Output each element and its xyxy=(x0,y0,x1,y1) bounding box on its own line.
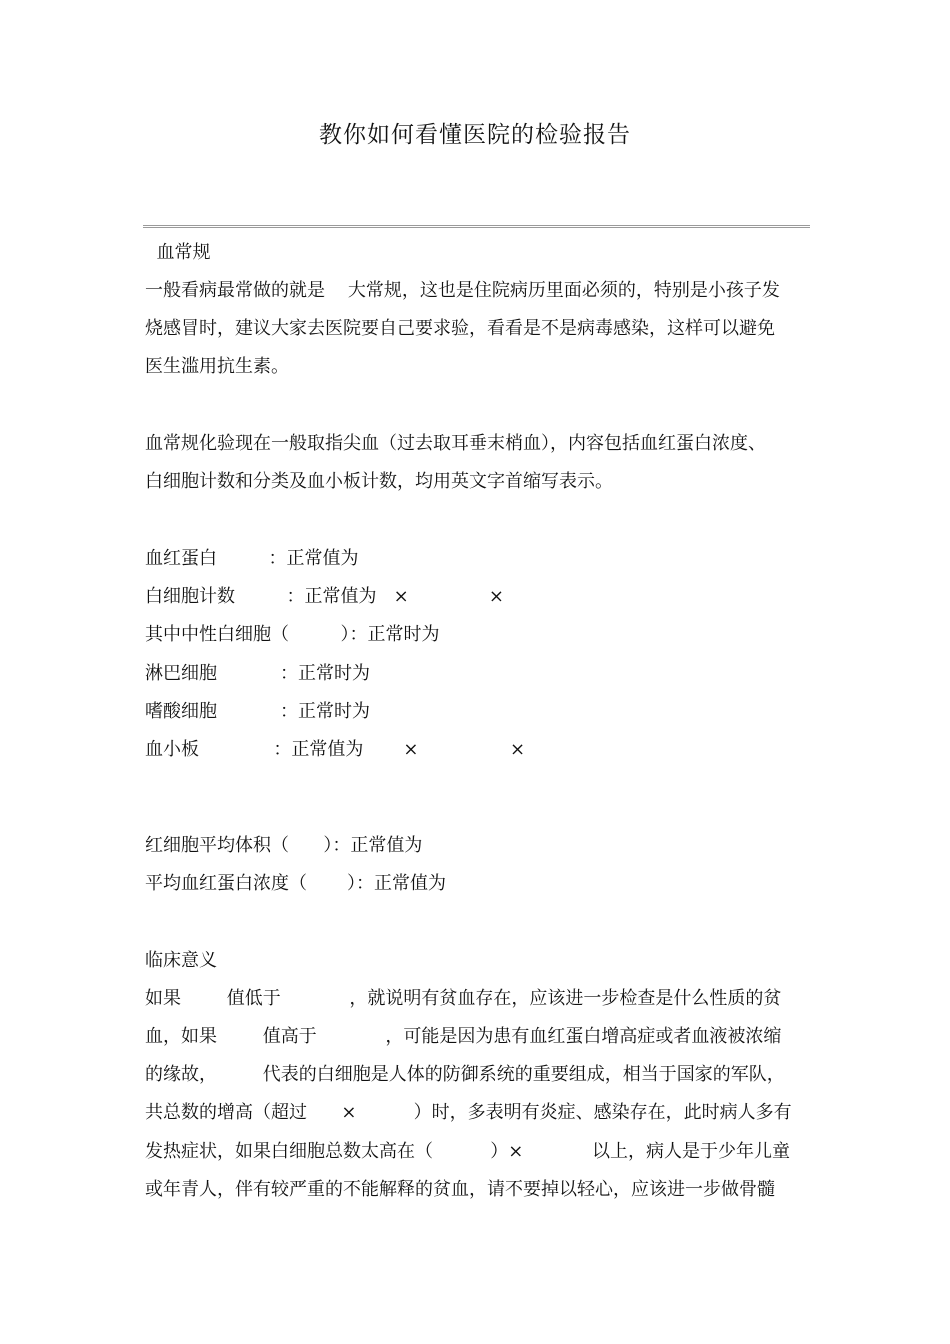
section-heading-blood-routine: 血常规 xyxy=(145,242,211,263)
paragraph-line: 白细胞计数和分类及血小板计数，均用英文字首缩写表示。 xyxy=(145,471,613,492)
normal-value-lymphocyte: 淋巴细胞 ：正常时为 xyxy=(145,663,370,684)
paragraph-line: 血常规化验现在一般取指尖血（过去取耳垂末梢血），内容包括血红蛋白浓度、 xyxy=(145,433,766,454)
paragraph-line: 发热症状，如果白细胞总数太高在（ ）× 以上，病人是于少年儿童 xyxy=(145,1141,790,1162)
paragraph-line: 或年青人，伴有较严重的不能解释的贫血，请不要掉以轻心，应该进一步做骨髓 xyxy=(145,1179,775,1200)
normal-value-eosinophil: 嗜酸细胞 ：正常时为 xyxy=(145,701,370,722)
document-title: 教你如何看懂医院的检验报告 xyxy=(319,122,631,148)
paragraph-line: 共总数的增高（超过 × ）时，多表明有炎症、感染存在，此时病人多有 xyxy=(145,1102,792,1123)
normal-value-neutrophil: 其中中性白细胞（ ）：正常时为 xyxy=(145,624,440,645)
title-divider xyxy=(143,225,810,228)
paragraph-line: 的缘故， 代表的白细胞是人体的防御系统的重要组成，相当于国家的军队， xyxy=(145,1064,785,1085)
paragraph-line: 如果 值低于 ，就说明有贫血存在，应该进一步检查是什么性质的贫 xyxy=(145,988,782,1009)
normal-value-hemoglobin: 血红蛋白 ：正常值为 xyxy=(145,548,359,569)
normal-value-platelet: 血小板 ：正常值为 × × xyxy=(145,739,526,760)
paragraph-line: 一般看病最常做的就是 大常规，这也是住院病历里面必须的，特别是小孩子发 xyxy=(145,280,780,301)
paragraph-line: 血，如果 值高于 ，可能是因为患有血红蛋白增高症或者血液被浓缩 xyxy=(145,1026,782,1047)
normal-value-mchc: 平均血红蛋白浓度（ ）：正常值为 xyxy=(145,873,447,894)
paragraph-line: 烧感冒时，建议大家去医院要自己要求验，看看是不是病毒感染，这样可以避免 xyxy=(145,318,775,339)
paragraph-line: 医生滥用抗生素。 xyxy=(145,356,289,377)
section-heading-clinical-significance: 临床意义 xyxy=(145,950,217,971)
normal-value-wbc: 白细胞计数 ：正常值为 × × xyxy=(145,586,504,607)
normal-value-mcv: 红细胞平均体积（ ）：正常值为 xyxy=(145,835,423,856)
